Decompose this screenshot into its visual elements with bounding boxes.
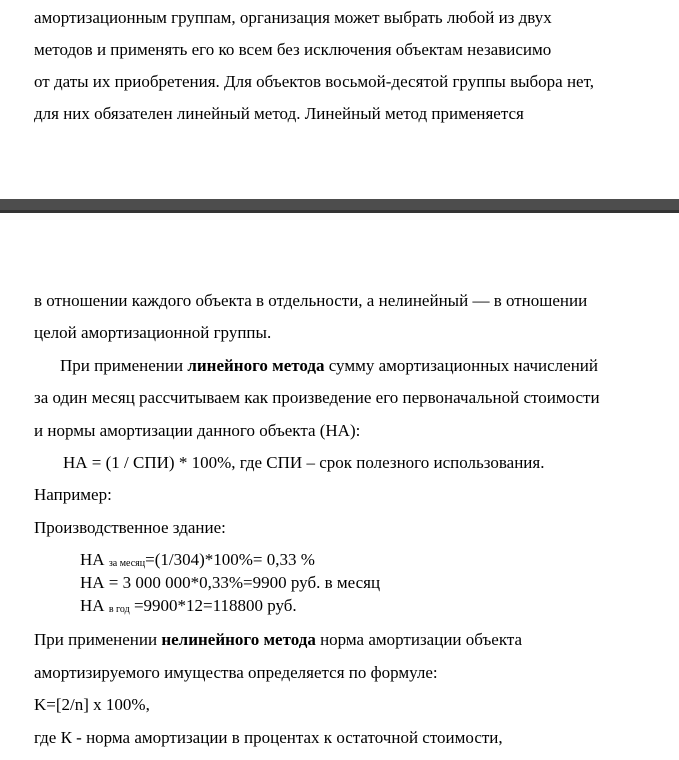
calc-monthly-rate [80, 550, 315, 574]
text-span: НА [80, 550, 109, 569]
text-span: НА [80, 596, 109, 615]
text-line: целой амортизационной группы. [34, 323, 272, 342]
subscript: в год [108, 604, 130, 615]
text-line: амортизационным группам, организация может выбрать любой из двух [34, 8, 552, 27]
text-span: сумму амортизационных начислений [324, 356, 599, 375]
text-span: При применении [60, 356, 188, 375]
calc-monthly-amount: НА = 3 000 000*0,33%=9900 руб. в месяц [80, 573, 381, 592]
text-line: за один месяц рассчитываем как произведение его первоначальной стоимости [34, 388, 600, 407]
formula-linear: НА = (1 / СПИ) * 100%, где СПИ – срок полезного использования. [63, 453, 545, 472]
text-span: =(1/304)*100%= 0,33 % [145, 550, 315, 569]
bold-term-linear: линейного метода [187, 356, 325, 375]
page-break-divider [0, 199, 679, 213]
text-line: методов и применять его ко всем без исключения объектам независимо [34, 40, 552, 59]
example-label: Например: [34, 485, 112, 504]
formula-nonlinear: K=[2/n] x 100%, [34, 695, 150, 714]
text-line: от даты их приобретения. Для объектов восьмой-десятой группы выбора нет, [34, 72, 595, 91]
text-line: в отношении каждого объекта в отдельности, а нелинейный — в отношении [34, 291, 588, 310]
text-span: =9900*12=118800 руб. [129, 596, 297, 615]
text-line: где К - норма амортизации в процентах к остаточной стоимости, [34, 728, 503, 747]
text-span: При применении [34, 630, 162, 649]
text-line: амортизируемого имущества определяется по формуле: [34, 663, 438, 682]
text-line: и нормы амортизации данного объекта (НА): [34, 421, 361, 440]
text-span: норма амортизации объекта [315, 630, 523, 649]
paragraph-nonlinear-method [34, 630, 522, 650]
subscript: за месяц [108, 558, 146, 569]
bold-term-nonlinear: нелинейного метода [161, 630, 316, 649]
example-building: Производственное здание: [34, 518, 226, 537]
text-line: для них обязателен линейный метод. Линейный метод применяется [34, 104, 524, 123]
calc-yearly-amount [80, 596, 297, 620]
paragraph-linear-method [60, 356, 598, 376]
